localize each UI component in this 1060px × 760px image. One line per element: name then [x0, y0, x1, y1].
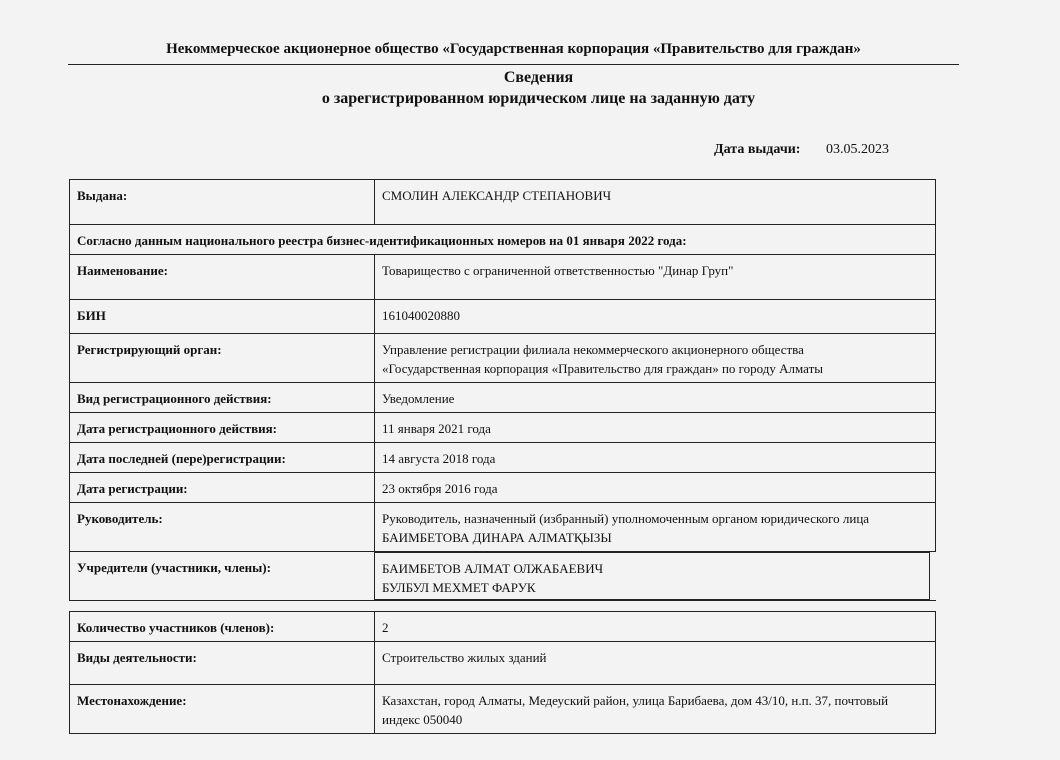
activities-label: Виды деятельности:	[70, 642, 375, 685]
name-label: Наименование:	[70, 255, 375, 300]
head-value-line-1: Руководитель, назначенный (избранный) уполномоченным органом юридического лица	[382, 511, 870, 526]
founders-label: Учредители (участники, члены):	[70, 552, 375, 601]
row-location	[70, 685, 936, 734]
row-founders	[70, 552, 936, 601]
head-value	[375, 503, 936, 552]
action-date-value: 11 января 2021 года	[375, 413, 936, 443]
bin-value: 161040020880	[375, 300, 936, 334]
founders-value	[375, 552, 936, 601]
gap-cell	[375, 601, 936, 612]
head-label: Руководитель:	[70, 503, 375, 552]
row-action-date	[70, 413, 936, 443]
last-registration-date-label: Дата последней (пере)регистрации:	[70, 443, 375, 473]
header-divider	[68, 64, 959, 65]
authority-value	[375, 334, 936, 383]
organization-header: Некоммерческое акционерное общество «Государственная корпорация «Правительство для граждан»	[166, 41, 861, 57]
issue-date-value: 03.05.2023	[826, 142, 889, 157]
registration-date-label: Дата регистрации:	[70, 473, 375, 503]
row-last-registration-date	[70, 443, 936, 473]
location-value-line-1: Казахстан, город Алматы, Медеуский район, улица Барибаева, дом 43/10, н.п. 37, почтовый	[382, 693, 889, 708]
location-value	[375, 685, 936, 734]
authority-value-line-1: Управление регистрации филиала некоммерческого акционерного общества	[382, 342, 804, 357]
authority-label: Регистрирующий орган:	[70, 334, 375, 383]
registration-date-value: 23 октября 2016 года	[375, 473, 936, 503]
authority-value-line-2: «Государственная корпорация «Правительство для граждан» по городу Алматы	[382, 361, 824, 376]
row-action-type	[70, 383, 936, 413]
location-value-line-2: индекс 050040	[382, 712, 463, 727]
last-registration-date-value: 14 августа 2018 года	[375, 443, 936, 473]
founder-item: БУЛБУЛ МЕХМЕТ ФАРУК	[382, 580, 536, 595]
row-registration-date	[70, 473, 936, 503]
registration-table	[69, 179, 936, 734]
gap-cell	[70, 601, 375, 612]
bin-label: БИН	[70, 300, 375, 334]
location-label: Местонахождение:	[70, 685, 375, 734]
name-value: Товарищество с ограниченной ответственностью "Динар Груп"	[375, 255, 936, 300]
document-title	[68, 67, 1009, 109]
row-registry-note	[70, 225, 936, 255]
row-issued-to	[70, 180, 936, 225]
members-count-label: Количество участников (членов):	[70, 612, 375, 642]
row-name	[70, 255, 936, 300]
row-authority	[70, 334, 936, 383]
row-gap	[70, 601, 936, 612]
action-type-label: Вид регистрационного действия:	[70, 383, 375, 413]
head-value-line-2: БАИМБЕТОВА ДИНАРА АЛМАТҚЫЗЫ	[382, 530, 612, 545]
activities-value: Строительство жилых зданий	[375, 642, 936, 685]
title-line-2: о зарегистрированном юридическом лице на заданную дату	[321, 90, 756, 107]
registry-note: Согласно данным национального реестра бизнес-идентификационных номеров на 01 января 2022 года:	[70, 225, 936, 255]
issued-to-label: Выдана:	[70, 180, 375, 225]
founders-list	[374, 552, 930, 600]
row-activities	[70, 642, 936, 685]
action-date-label: Дата регистрационного действия:	[70, 413, 375, 443]
members-count-value: 2	[375, 612, 936, 642]
title-line-1: Сведения	[503, 69, 574, 86]
row-head	[70, 503, 936, 552]
row-bin	[70, 300, 936, 334]
issue-date-label: Дата выдачи:	[714, 142, 801, 157]
issued-to-value: СМОЛИН АЛЕКСАНДР СТЕПАНОВИЧ	[375, 180, 936, 225]
action-type-value: Уведомление	[375, 383, 936, 413]
issue-date	[714, 142, 889, 158]
founder-item: БАИМБЕТОВ АЛМАТ ОЛЖАБАЕВИЧ	[382, 561, 604, 576]
row-members-count	[70, 612, 936, 642]
